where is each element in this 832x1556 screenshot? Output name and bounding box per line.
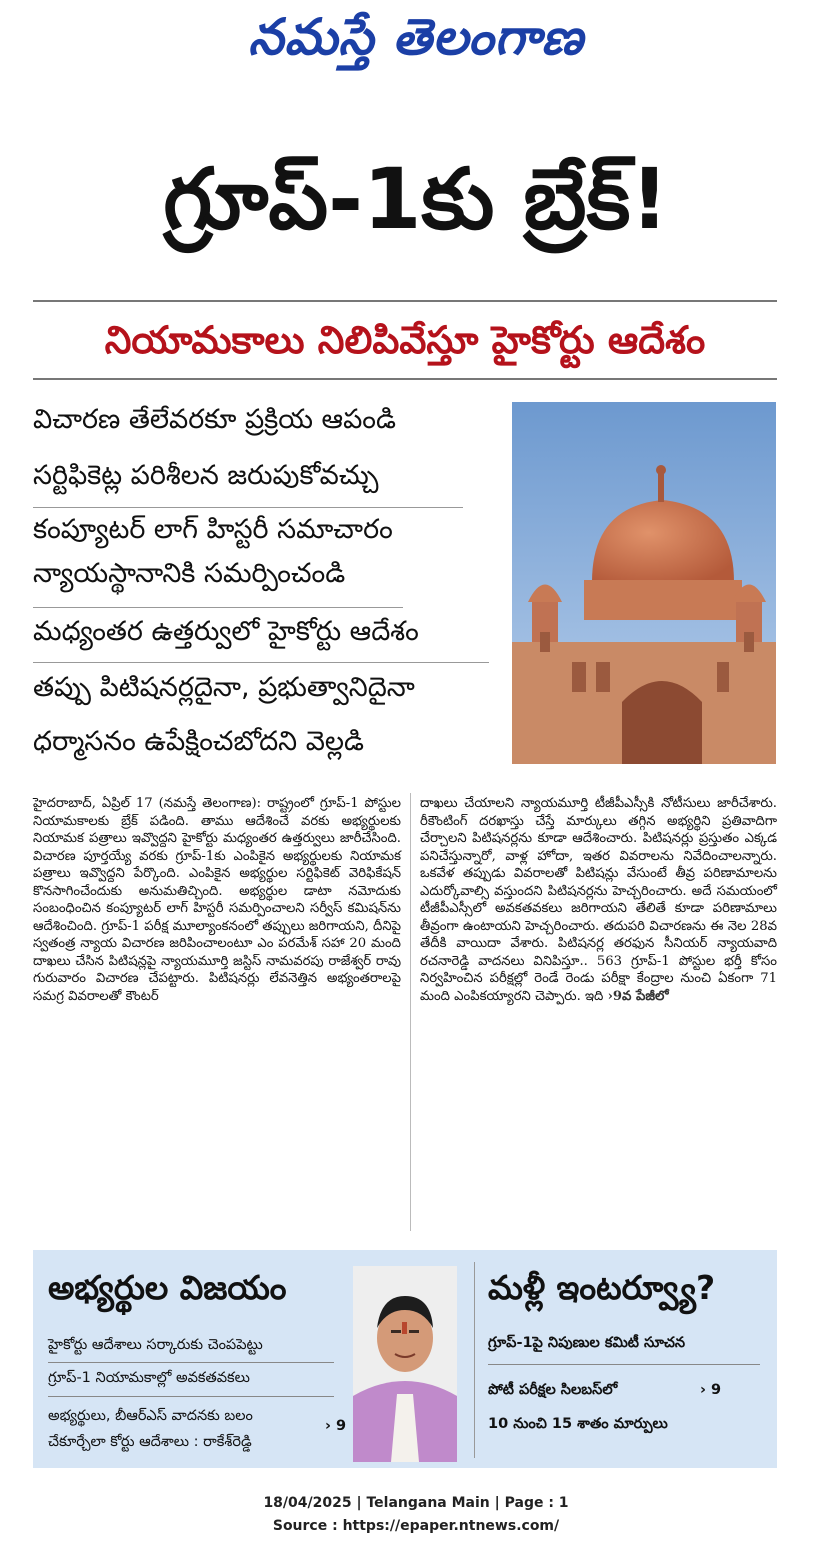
column-divider xyxy=(410,793,411,1231)
bullet-point: కంప్యూటర్‌ లాగ్‌ హిస్టరీ సమాచారం xyxy=(33,514,393,545)
bullet-divider xyxy=(33,507,463,508)
box-left-divider xyxy=(48,1362,334,1363)
footer-date-edition: 18/04/2025 | Telangana Main | Page : 1 xyxy=(263,1495,569,1511)
box-divider xyxy=(474,1262,475,1458)
headline-rule-top xyxy=(33,300,777,302)
box-right-subtitle: గ్రూప్‌-1పై నిపుణుల కమిటీ సూచన xyxy=(488,1335,686,1351)
headline: గ్రూప్‌-1కు బ్రేక్‌! xyxy=(163,150,669,248)
headline-rule-bottom xyxy=(33,378,777,380)
article-column-2 xyxy=(420,795,777,1005)
portrait-photo xyxy=(353,1266,457,1462)
bullet-divider xyxy=(33,662,489,663)
article-text: హైదరాబాద్‌, ఏప్రిల్‌ 17 (నమస్తే తెలంగాణ): రాష్ట్రంలో గ్రూప్‌-1 పోస్టుల నియామకాలకు బ్రేక్‌ పడింది. తాము ఆదేశించే వరకు అభ్యర్థులకు నియామక పత్రాలు ఇవ్వొద్దని హైకోర్టు మధ్యంతర ఉత్తర్వులు జారీచేసింది. విచారణ పూర్తయ్యే వరకు గ్రూప్‌-1కు ఎంపికైన అభ్యర్థులకు నియామక పత్రాలు ఇవ్వొద్దని పేర్కొంది. ఎంపికైన అభ్యర్థుల సర్టిఫికెట్‌ వెరిఫికేషన్‌ కొనసాగించేందుకు అనుమతిచ్చింది. అభ్యర్థుల డాటా నమోదుకు సంబంధించిన కంప్యూటర్‌ లాగ్‌ హిస్టరీ సమర్పించాలని సర్వీస్‌ కమిషన్‌ను ఆదేశించింది. గ్రూప్‌-1 పరీక్ష మూల్యాంకనంలో తప్పులు జరిగాయని, దీనిపై స్వతంత్ర న్యాయ విచారణ జరిపించాలంటూ ఎం పరమేశ్‌ సహా 20 మంది దాఖలు చేసిన పిటిషన్లపై న్యాయమూర్తి జస్టిస్‌ నామవరపు రాజేశ్వర్‌ రావు గురువారం విచారణ చేపట్టారు. పిటిషనర్లు లేవనెత్తిన అభ్యంతరాలపై సమగ్ర వివరాలతో కౌంటర్‌ xyxy=(33,796,401,1004)
bullet-divider xyxy=(33,607,403,608)
box-right-line: 10 నుంచి 15 శాతం మార్పులు xyxy=(488,1416,668,1432)
box-left-line: అభ్యర్థులు, బీఆర్‌ఎస్‌ వాదనకు బలం xyxy=(48,1408,253,1424)
subheadline: నియామకాలు నిలిపివేస్తూ హైకోర్టు ఆదేశం xyxy=(104,318,706,362)
bullet-point: సర్టిఫికెట్ల పరిశీలన జరుపుకోవచ్చు xyxy=(33,460,379,491)
box-right-divider xyxy=(488,1364,760,1365)
box-left-divider xyxy=(48,1396,334,1397)
box-left-line: గ్రూప్‌-1 నియామకాల్లో అవకతవకలు xyxy=(48,1370,250,1386)
footer-source-link[interactable]: Source : https://epaper.ntnews.com/ xyxy=(272,1518,560,1534)
bullet-point: న్యాయస్థానానికి సమర్పించండి xyxy=(33,558,346,589)
box-right-page-ref[interactable]: › 9 xyxy=(700,1382,722,1398)
box-right-line: పోటీ పరీక్షల సిలబస్‌లో xyxy=(488,1382,618,1398)
bullet-point: ధర్మాసనం ఉపేక్షించబోదని వెల్లడి xyxy=(33,726,365,757)
masthead-logo: నమస్తే తెలంగాణ xyxy=(248,8,584,66)
article-text: దాఖలు చేయాలని న్యాయమూర్తి టీజీపీఎస్సీకి నోటీసులు జారీచేశారు. రీకౌంటింగ్‌ దరఖాస్తు చేస్తే మార్కులు తగ్గిన అభ్యర్థిని ప్రతివాదిగా చేర్చాలని పిటిషనర్లను కూడా ఆదేశించారు. పిటిషనర్లు ప్రస్తుతం ఎక్కడ పనిచేస్తున్నారో, వాళ్ల హోదా, ఇతర వివరాలను నివేదించాలన్నారు. ఒకవేళ తప్పుడు వివరాలతో పిటిషన్లు వేసుంటే తీవ్ర పరిణామాలను ఎదుర్కోవాల్సి వస్తుందని పిటిషనర్లను హెచ్చరించారు. అదే సమయంలో టీజీపీఎస్సీలో అవకతవకలు జరిగాయని తేలితే కూడా పరిణామాలు తీవ్రంగా ఉంటాయని హెచ్చరించారు. తదుపరి విచారణను ఈ నెల 28వ తేదీకి వాయిదా వేశారు. పిటిషనర్ల తరఫున సీనియర్‌ న్యాయవాది రచనారెడ్డి వాదనలు వినిపిస్తూ.. 563 గ్రూప్‌-1 పోస్టుల భర్తీ కోసం నిర్వహించిన పరీక్షల్లో రెండే రెండు పరీక్షా కేంద్రాల నుంచి ఏకంగా 71 మంది ఎంపికయ్యారని చెప్పారు. ఇది xyxy=(420,796,777,1004)
box-left-page-ref[interactable]: › 9 xyxy=(325,1418,347,1434)
continued-link[interactable]: ›9వ పేజీలో xyxy=(607,988,669,1004)
bullet-point: మధ్యంతర ఉత్తర్వులో హైకోర్టు ఆదేశం xyxy=(33,616,419,647)
box-left-line: హైకోర్టు ఆదేశాలు సర్కారుకు చెంపపెట్టు xyxy=(48,1337,263,1353)
article-column-1 xyxy=(33,795,401,1005)
high-court-photo xyxy=(512,402,776,764)
box-left-line: చేకూర్చేలా కోర్టు ఆదేశాలు : రాకేశ్‌రెడ్డి xyxy=(48,1434,252,1450)
bullet-point: తప్పు పిటిషనర్లదైనా, ప్రభుత్వానిదైనా xyxy=(33,672,415,703)
box-right-title: మళ్లీ ఇంటర్వ్యూ? xyxy=(488,1268,716,1307)
box-left-title: అభ్యర్థుల విజయం xyxy=(48,1268,287,1307)
bullet-point: విచారణ తేలేవరకూ ప్రక్రియ ఆపండి xyxy=(33,404,396,435)
